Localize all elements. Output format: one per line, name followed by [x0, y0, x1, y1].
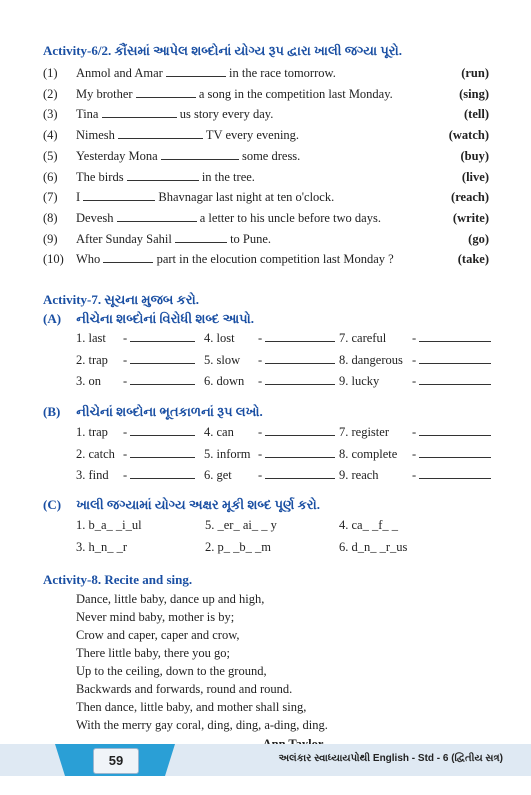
section-b-mark: (B) [43, 404, 61, 419]
word-item: 9. lucky [339, 374, 380, 388]
page-number: 59 [93, 748, 139, 774]
word-item: 1. last [76, 331, 106, 345]
activity-8-title: Activity-8. Recite and sing. [43, 572, 193, 587]
answer-line[interactable]: - [258, 353, 335, 368]
item-number: (6) [43, 169, 58, 184]
missing-letter-word: 3. h_n_ _r [76, 540, 128, 554]
item-number: (7) [43, 190, 58, 205]
item-number: (8) [43, 210, 58, 225]
word-item: 5. slow [204, 352, 241, 367]
hint-word: (go) [468, 231, 489, 246]
answer-line[interactable]: - [123, 374, 195, 389]
item-sentence [76, 128, 299, 143]
sentence-start: Nimesh [76, 128, 115, 143]
hint-word: (sing) [459, 86, 489, 101]
section-b-title: નીચેનાં શબ્દોના ભૂતકાળનાં રૂપ લખો. [76, 404, 263, 419]
hint-word: (take) [457, 252, 489, 267]
poem-line: There little baby, there you go; [76, 646, 230, 660]
poem-line: Never mind baby, mother is by; [76, 610, 235, 624]
answer-line[interactable]: - [258, 468, 335, 483]
section-b-heading [43, 404, 263, 420]
sentence-start: Who [76, 252, 101, 267]
section-c-heading [43, 497, 320, 513]
answer-line[interactable]: - [123, 425, 195, 440]
word-item: 9. reach [339, 468, 379, 482]
sentence-end: some dress. [241, 148, 301, 163]
word-item: 5. inform [204, 446, 251, 461]
item-sentence [76, 170, 255, 185]
missing-letter-word: 2. p_ _b_ _m [205, 540, 271, 554]
answer-line[interactable]: - [412, 374, 491, 389]
item-sentence [76, 107, 273, 122]
hint-word: (buy) [460, 148, 489, 163]
answer-line[interactable]: - [412, 425, 491, 440]
item-number: (3) [43, 107, 58, 122]
answer-line[interactable]: - [258, 447, 335, 462]
answer-blank[interactable] [102, 107, 177, 118]
answer-line[interactable]: - [123, 331, 195, 346]
item-number: (2) [43, 86, 58, 101]
footer-book-title: અલંકાર સ્વાધ્યાયપોથી English - Std - 6 (દ્વિતીય સત્ર) [278, 753, 503, 764]
word-item: 6. down [204, 374, 245, 388]
answer-blank[interactable] [136, 87, 196, 98]
answer-blank[interactable] [175, 232, 227, 243]
answer-blank[interactable] [103, 252, 153, 263]
answer-blank[interactable] [161, 149, 239, 160]
activity-6-2-title: Activity-6/2. કૌંસમાં આપેલ શબ્દોનાં યોગ્ય રૂપ દ્વારા ખાલી જગ્યા પૂરો. [43, 43, 403, 58]
answer-line[interactable]: - [123, 447, 195, 462]
hint-word: (live) [461, 169, 489, 184]
hint-word: (run) [461, 66, 489, 80]
item-number: (5) [43, 148, 58, 163]
item-sentence [76, 232, 271, 247]
word-item: 2. catch [76, 446, 115, 461]
section-a-title: નીચેના શબ્દોનાં વિરોધી શબ્દ આપો. [76, 311, 255, 326]
missing-letter-word: 1. b_a_ _i_ul [76, 518, 142, 532]
word-item: 4. can [204, 425, 234, 439]
word-item: 3. find [76, 468, 109, 482]
sentence-end: TV every evening. [205, 128, 300, 143]
section-a-heading [43, 311, 254, 327]
poem-line: Dance, little baby, dance up and high, [76, 592, 265, 606]
word-item: 1. trap [76, 425, 108, 439]
item-number: (1) [43, 66, 58, 80]
item-sentence [76, 252, 394, 267]
exercise-row [43, 170, 489, 187]
item-sentence [76, 87, 393, 102]
word-item: 8. dangerous [339, 352, 403, 367]
exercise-row [43, 107, 489, 124]
answer-line[interactable]: - [412, 331, 491, 346]
item-sentence [76, 211, 381, 226]
answer-line[interactable]: - [258, 374, 335, 389]
sentence-start: Tina [76, 107, 99, 122]
answer-blank[interactable] [118, 128, 203, 139]
answer-line[interactable]: - [412, 468, 491, 483]
sentence-end: to Pune. [230, 231, 272, 246]
poem-line: Crow and caper, caper and crow, [76, 628, 240, 642]
sentence-start: After Sunday Sahil [76, 231, 172, 246]
word-item: 7. register [339, 425, 389, 439]
word-item: 7. careful [339, 331, 387, 345]
sentence-start: My brother [76, 86, 133, 101]
item-number: (9) [43, 231, 58, 246]
answer-blank[interactable] [127, 170, 199, 181]
poem-line: Then dance, little baby, and mother shall sing, [76, 700, 307, 714]
section-a-mark: (A) [43, 311, 62, 326]
sentence-end: a song in the competition last Monday. [198, 86, 393, 101]
exercise-row [43, 149, 489, 166]
answer-blank[interactable] [83, 190, 155, 201]
sentence-start: Anmol and Amar [76, 66, 163, 80]
section-c-mark: (C) [43, 497, 62, 512]
hint-word: (watch) [448, 128, 489, 143]
exercise-row [43, 87, 489, 104]
missing-letter-word: 6. d_n_ _r_us [339, 540, 408, 554]
word-item: 6. get [204, 468, 232, 482]
answer-line[interactable]: - [258, 425, 335, 440]
exercise-row [43, 252, 489, 269]
word-item: 4. lost [204, 331, 235, 345]
poem-line: Up to the ceiling, down to the ground, [76, 664, 267, 678]
item-sentence [76, 190, 334, 205]
exercise-row [43, 190, 489, 207]
sentence-end: part in the elocution competition last Monday ? [156, 252, 394, 267]
sentence-end: in the race tomorrow. [229, 66, 336, 80]
sentence-end: Bhavnagar last night at ten o'clock. [158, 190, 335, 205]
missing-letter-word: 5. _er_ ai_ _ y [205, 518, 277, 532]
answer-blank[interactable] [166, 66, 226, 77]
item-number: (10) [43, 252, 64, 267]
hint-word: (write) [452, 210, 489, 225]
sentence-start: Devesh [76, 210, 114, 225]
sentence-start: I [76, 190, 81, 205]
answer-line[interactable]: - [412, 353, 491, 368]
answer-line[interactable]: - [123, 468, 195, 483]
activity-7-title: Activity-7. સૂચના મુજબ કરો. [43, 292, 199, 307]
exercise-row [43, 66, 489, 83]
poem-line: Backwards and forwards, round and round. [76, 682, 293, 696]
answer-line[interactable]: - [258, 331, 335, 346]
answer-line[interactable]: - [412, 447, 491, 462]
item-number: (4) [43, 128, 58, 143]
hint-word: (tell) [464, 107, 489, 122]
sentence-end: a letter to his uncle before two days. [199, 210, 381, 225]
sentence-start: The birds [76, 169, 124, 184]
poem-line: With the merry gay coral, ding, ding, a-ding, ding. [76, 718, 328, 732]
sentence-end: in the tree. [201, 169, 255, 184]
answer-line[interactable]: - [123, 353, 195, 368]
missing-letter-word: 4. ca_ _f_ _ [339, 518, 399, 532]
sentence-end: us story every day. [179, 107, 274, 122]
item-sentence [76, 66, 336, 81]
section-c-title: ખાલી જગ્યામાં યોગ્ય અક્ષર મૂકી શબ્દ પૂર્ણ કરો. [76, 497, 321, 512]
word-item: 2. trap [76, 352, 108, 367]
exercise-row [43, 232, 489, 249]
exercise-row [43, 128, 489, 145]
answer-blank[interactable] [117, 211, 197, 222]
word-item: 8. complete [339, 446, 398, 461]
sentence-start: Yesterday Mona [76, 148, 158, 163]
hint-word: (reach) [451, 190, 489, 205]
word-item: 3. on [76, 374, 101, 388]
exercise-row [43, 211, 489, 228]
item-sentence [76, 149, 300, 164]
